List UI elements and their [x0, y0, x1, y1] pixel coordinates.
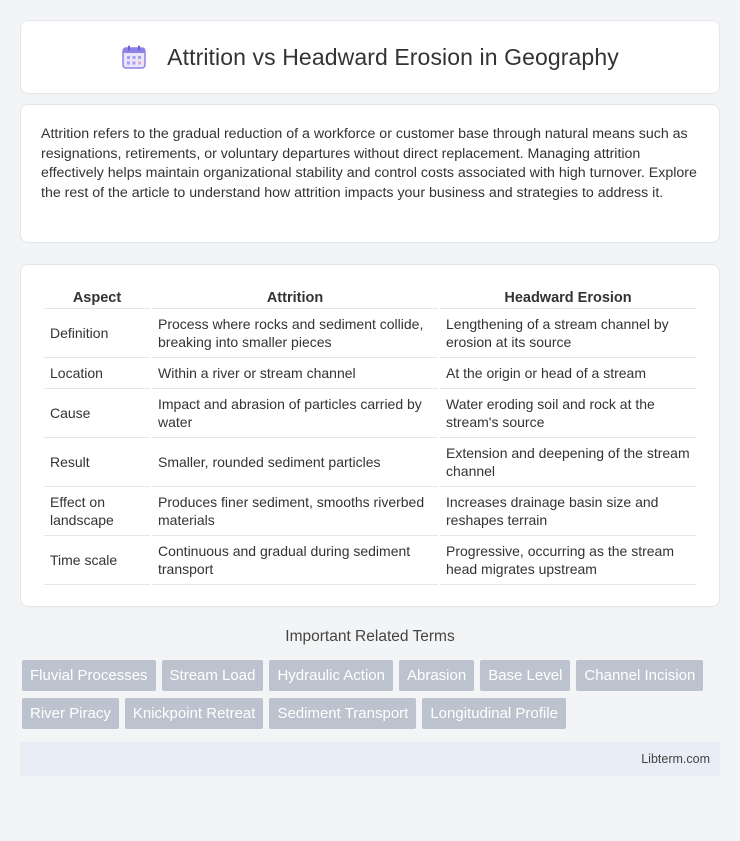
intro-card [20, 104, 720, 243]
header-headward-erosion: Headward Erosion [440, 284, 696, 309]
calendar-icon [121, 44, 147, 70]
table-row [44, 358, 696, 389]
term-tag[interactable]: Fluvial Processes [22, 660, 156, 691]
related-terms-section [20, 628, 720, 729]
term-tag[interactable]: Hydraulic Action [269, 660, 393, 691]
table-cell: Cause [44, 389, 150, 438]
table-cell: Progressive, occurring as the stream head migrates upstream [440, 536, 696, 585]
term-tag[interactable]: Channel Incision [576, 660, 703, 691]
term-tag[interactable]: Stream Load [162, 660, 264, 691]
table-cell: Location [44, 358, 150, 389]
intro-text: Attrition refers to the gradual reduction of a workforce or customer base through natural means such as resignations, retirements, or voluntary departures without direct replacement. Managing attrition effectively helps maintain organizational stability and control costs associated with high turnover. Explore the rest of the article to understand how attrition impacts your business and strategies to address it. [41, 126, 697, 201]
table-cell: At the origin or head of a stream [440, 358, 696, 389]
header-attrition: Attrition [152, 284, 438, 309]
footer-brand-link[interactable]: Libterm.com [641, 752, 710, 766]
related-terms-list [20, 660, 720, 729]
table-cell: Effect on landscape [44, 487, 150, 536]
table-cell: Lengthening of a stream channel by erosion at its source [440, 309, 696, 358]
term-tag[interactable]: Abrasion [399, 660, 474, 691]
term-tag[interactable]: Longitudinal Profile [422, 698, 566, 729]
term-tag[interactable]: Knickpoint Retreat [125, 698, 264, 729]
table-cell: Increases drainage basin size and reshapes terrain [440, 487, 696, 536]
related-terms-title: Important Related Terms [285, 628, 455, 645]
page-title: Attrition vs Headward Erosion in Geography [167, 43, 619, 70]
table-cell: Process where rocks and sediment collide, breaking into smaller pieces [152, 309, 438, 358]
comparison-table [42, 284, 698, 585]
table-row [44, 389, 696, 438]
table-row [44, 438, 696, 487]
term-tag[interactable]: Base Level [480, 660, 570, 691]
table-cell: Result [44, 438, 150, 487]
table-cell: Definition [44, 309, 150, 358]
term-tag[interactable]: Sediment Transport [269, 698, 416, 729]
table-header-row [44, 284, 696, 309]
footer [20, 742, 720, 776]
table-cell: Continuous and gradual during sediment transport [152, 536, 438, 585]
table-cell: Extension and deepening of the stream channel [440, 438, 696, 487]
table-cell: Time scale [44, 536, 150, 585]
table-cell: Water eroding soil and rock at the stream's source [440, 389, 696, 438]
table-cell: Produces finer sediment, smooths riverbed materials [152, 487, 438, 536]
table-cell: Within a river or stream channel [152, 358, 438, 389]
table-row [44, 487, 696, 536]
table-row [44, 309, 696, 358]
header-aspect: Aspect [44, 284, 150, 309]
comparison-card [20, 264, 720, 607]
title-card [20, 20, 720, 94]
table-cell: Impact and abrasion of particles carried by water [152, 389, 438, 438]
term-tag[interactable]: River Piracy [22, 698, 119, 729]
table-cell: Smaller, rounded sediment particles [152, 438, 438, 487]
table-row [44, 536, 696, 585]
